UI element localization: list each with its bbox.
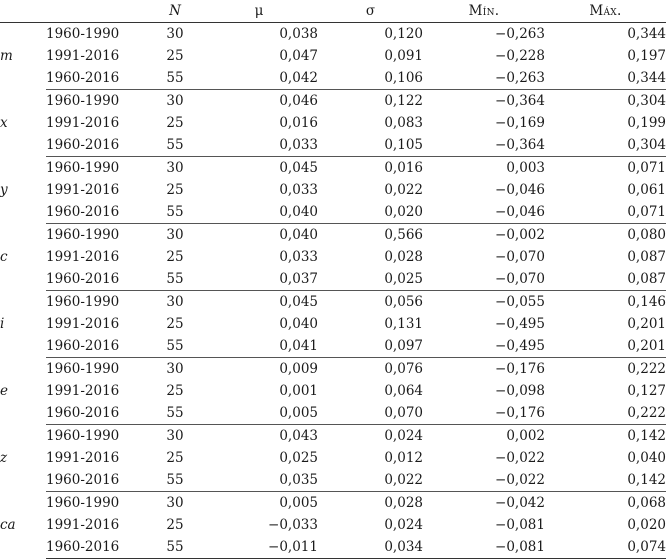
min-cell: 0,002 xyxy=(506,428,545,444)
sd-cell: 0,025 xyxy=(318,268,423,291)
sd-cell: 0,566 xyxy=(384,227,423,243)
sd-cell: 0,024 xyxy=(384,517,423,533)
mean-cell: 0,046 xyxy=(279,93,318,109)
variable-label: m xyxy=(0,48,13,65)
variable-label: y xyxy=(0,182,8,198)
mean-cell: 0,043 xyxy=(279,428,318,444)
max-cell: 0,142 xyxy=(545,469,666,492)
n-cell: 30 xyxy=(166,428,184,444)
period-cell: 1960-2016 xyxy=(46,335,150,358)
mean-cell: 0,038 xyxy=(279,26,318,42)
period-cell: 1991-2016 xyxy=(46,316,120,332)
period-cell: 1991-2016 xyxy=(46,249,120,265)
min-cell: −0,002 xyxy=(495,227,545,243)
table-body xyxy=(0,23,666,559)
n-cell: 25 xyxy=(166,450,184,466)
min-cell: −0,098 xyxy=(495,383,545,399)
period-cell: 1960-1990 xyxy=(46,93,120,109)
min-cell: −0,228 xyxy=(495,48,545,64)
sd-cell: 0,106 xyxy=(318,67,423,90)
variable-label: x xyxy=(0,115,8,131)
min-cell: −0,176 xyxy=(495,361,545,377)
header-row xyxy=(0,0,666,23)
period-cell: 1960-1990 xyxy=(46,160,120,176)
mean-cell: −0,033 xyxy=(268,517,318,533)
mean-cell: 0,033 xyxy=(279,182,318,198)
table-row xyxy=(0,425,666,448)
min-cell: −0,022 xyxy=(495,450,545,466)
table-row xyxy=(0,380,666,402)
mean-cell: 0,016 xyxy=(279,115,318,131)
mean-cell: 0,047 xyxy=(279,48,318,64)
sd-cell: 0,056 xyxy=(384,294,423,310)
variable-label: e xyxy=(0,383,8,399)
header-period xyxy=(46,0,150,23)
min-cell: −0,022 xyxy=(423,469,545,492)
mean-cell: 0,005 xyxy=(279,495,318,511)
n-cell: 55 xyxy=(150,201,200,224)
mean-cell: 0,045 xyxy=(279,294,318,310)
max-cell: 0,061 xyxy=(627,182,666,198)
sd-cell: 0,022 xyxy=(384,182,423,198)
min-cell: −0,169 xyxy=(495,115,545,131)
period-cell: 1960-1990 xyxy=(46,26,120,42)
min-cell: −0,046 xyxy=(423,201,545,224)
sd-cell: 0,028 xyxy=(384,249,423,265)
period-cell: 1960-2016 xyxy=(46,134,150,157)
table-row xyxy=(0,67,666,90)
table-row xyxy=(0,246,666,268)
sd-cell: 0,012 xyxy=(384,450,423,466)
min-cell: −0,081 xyxy=(423,536,545,559)
max-cell: 0,087 xyxy=(545,268,666,291)
sd-cell: 0,120 xyxy=(384,26,423,42)
n-cell: 25 xyxy=(166,249,184,265)
table-row xyxy=(0,447,666,469)
n-cell: 30 xyxy=(166,26,184,42)
period-cell: 1960-2016 xyxy=(46,469,150,492)
table-row xyxy=(0,291,666,314)
table-row xyxy=(0,45,666,67)
n-cell: 55 xyxy=(150,335,200,358)
n-cell: 30 xyxy=(166,160,184,176)
min-cell: −0,364 xyxy=(495,93,545,109)
n-cell: 25 xyxy=(166,383,184,399)
header-variable xyxy=(0,0,46,23)
period-cell: 1991-2016 xyxy=(46,450,120,466)
sd-cell: 0,070 xyxy=(318,402,423,425)
table-row xyxy=(0,492,666,515)
period-cell: 1991-2016 xyxy=(46,48,120,64)
period-cell: 1960-1990 xyxy=(46,227,120,243)
sd-cell: 0,076 xyxy=(384,361,423,377)
table-row xyxy=(0,157,666,180)
period-cell: 1960-2016 xyxy=(46,402,150,425)
mean-cell: 0,033 xyxy=(279,249,318,265)
n-cell: 25 xyxy=(166,48,184,64)
table-row xyxy=(0,23,666,46)
mean-cell: 0,040 xyxy=(200,201,318,224)
n-cell: 25 xyxy=(166,182,184,198)
sd-cell: 0,016 xyxy=(384,160,423,176)
table-row xyxy=(0,224,666,247)
n-cell: 30 xyxy=(166,495,184,511)
n-cell: 25 xyxy=(166,115,184,131)
n-cell: 30 xyxy=(166,361,184,377)
max-cell: 0,197 xyxy=(627,48,666,64)
header-min: Mín. xyxy=(423,0,545,23)
variable-label: z xyxy=(0,450,8,466)
mean-cell: 0,005 xyxy=(200,402,318,425)
table-row xyxy=(0,335,666,358)
period-cell: 1960-2016 xyxy=(46,536,150,559)
mean-cell: 0,009 xyxy=(279,361,318,377)
max-cell: 0,127 xyxy=(627,383,666,399)
table-row xyxy=(0,469,666,492)
n-cell: 30 xyxy=(166,294,184,310)
max-cell: 0,222 xyxy=(545,402,666,425)
mean-cell: 0,037 xyxy=(200,268,318,291)
n-cell: 55 xyxy=(150,402,200,425)
sd-cell: 0,083 xyxy=(384,115,423,131)
table-row xyxy=(0,402,666,425)
min-cell: −0,070 xyxy=(423,268,545,291)
period-cell: 1960-2016 xyxy=(46,67,150,90)
min-cell: −0,055 xyxy=(495,294,545,310)
mean-cell: 0,001 xyxy=(279,383,318,399)
max-cell: 0,087 xyxy=(627,249,666,265)
min-cell: −0,046 xyxy=(495,182,545,198)
max-cell: 0,040 xyxy=(627,450,666,466)
period-cell: 1991-2016 xyxy=(46,115,120,131)
max-cell: 0,080 xyxy=(627,227,666,243)
min-cell: −0,495 xyxy=(423,335,545,358)
n-cell: 30 xyxy=(166,93,184,109)
period-cell: 1991-2016 xyxy=(46,383,120,399)
table-row xyxy=(0,514,666,536)
period-cell: 1960-1990 xyxy=(46,294,120,310)
table-row xyxy=(0,268,666,291)
header-mean: μ xyxy=(200,0,318,23)
n-cell: 55 xyxy=(150,268,200,291)
table-row xyxy=(0,313,666,335)
max-cell: 0,201 xyxy=(627,316,666,332)
period-cell: 1960-1990 xyxy=(46,428,120,444)
period-cell: 1991-2016 xyxy=(46,517,120,533)
table-row xyxy=(0,134,666,157)
mean-cell: 0,033 xyxy=(200,134,318,157)
max-cell: 0,344 xyxy=(627,26,666,42)
max-cell: 0,201 xyxy=(545,335,666,358)
mean-cell: 0,042 xyxy=(200,67,318,90)
max-cell: 0,071 xyxy=(627,160,666,176)
sd-cell: 0,064 xyxy=(384,383,423,399)
table-row xyxy=(0,90,666,113)
n-cell: 55 xyxy=(150,536,200,559)
period-cell: 1991-2016 xyxy=(46,182,120,198)
period-cell: 1960-2016 xyxy=(46,268,150,291)
max-cell: 0,068 xyxy=(627,495,666,511)
table-row xyxy=(0,358,666,381)
max-cell: 0,146 xyxy=(627,294,666,310)
max-cell: 0,199 xyxy=(627,115,666,131)
period-cell: 1960-1990 xyxy=(46,361,120,377)
min-cell: −0,263 xyxy=(423,67,545,90)
n-cell: 55 xyxy=(150,134,200,157)
min-cell: −0,263 xyxy=(495,26,545,42)
mean-cell: 0,025 xyxy=(279,450,318,466)
table-row xyxy=(0,112,666,134)
max-cell: 0,074 xyxy=(545,536,666,559)
variable-label: i xyxy=(0,316,5,332)
min-cell: 0,003 xyxy=(506,160,545,176)
variable-label: ca xyxy=(0,517,16,533)
sd-cell: 0,028 xyxy=(384,495,423,511)
table-row xyxy=(0,201,666,224)
min-cell: −0,081 xyxy=(495,517,545,533)
sd-cell: 0,097 xyxy=(318,335,423,358)
period-cell: 1960-2016 xyxy=(46,201,150,224)
n-cell: 25 xyxy=(166,517,184,533)
max-cell: 0,344 xyxy=(545,67,666,90)
mean-cell: 0,035 xyxy=(200,469,318,492)
mean-cell: 0,040 xyxy=(279,316,318,332)
table-row xyxy=(0,536,666,559)
sd-cell: 0,131 xyxy=(384,316,423,332)
min-cell: −0,070 xyxy=(495,249,545,265)
table-row xyxy=(0,179,666,201)
max-cell: 0,304 xyxy=(545,134,666,157)
mean-cell: 0,040 xyxy=(279,227,318,243)
max-cell: 0,304 xyxy=(627,93,666,109)
header-max: Máx. xyxy=(545,0,666,23)
n-cell: 25 xyxy=(166,316,184,332)
min-cell: −0,042 xyxy=(495,495,545,511)
variable-label: c xyxy=(0,249,8,265)
max-cell: 0,222 xyxy=(627,361,666,377)
header-n: N xyxy=(150,0,200,23)
sd-cell: 0,020 xyxy=(318,201,423,224)
min-cell: −0,176 xyxy=(423,402,545,425)
mean-cell: 0,041 xyxy=(200,335,318,358)
header-sd: σ xyxy=(318,0,423,23)
max-cell: 0,071 xyxy=(545,201,666,224)
min-cell: −0,364 xyxy=(423,134,545,157)
mean-cell: −0,011 xyxy=(200,536,318,559)
sd-cell: 0,122 xyxy=(384,93,423,109)
sd-cell: 0,105 xyxy=(318,134,423,157)
period-cell: 1960-1990 xyxy=(46,495,120,511)
n-cell: 30 xyxy=(166,227,184,243)
n-cell: 55 xyxy=(150,469,200,492)
sd-cell: 0,091 xyxy=(384,48,423,64)
max-cell: 0,142 xyxy=(627,428,666,444)
n-cell: 55 xyxy=(150,67,200,90)
sd-cell: 0,024 xyxy=(384,428,423,444)
min-cell: −0,495 xyxy=(495,316,545,332)
max-cell: 0,020 xyxy=(627,517,666,533)
mean-cell: 0,045 xyxy=(279,160,318,176)
sd-cell: 0,022 xyxy=(318,469,423,492)
sd-cell: 0,034 xyxy=(318,536,423,559)
